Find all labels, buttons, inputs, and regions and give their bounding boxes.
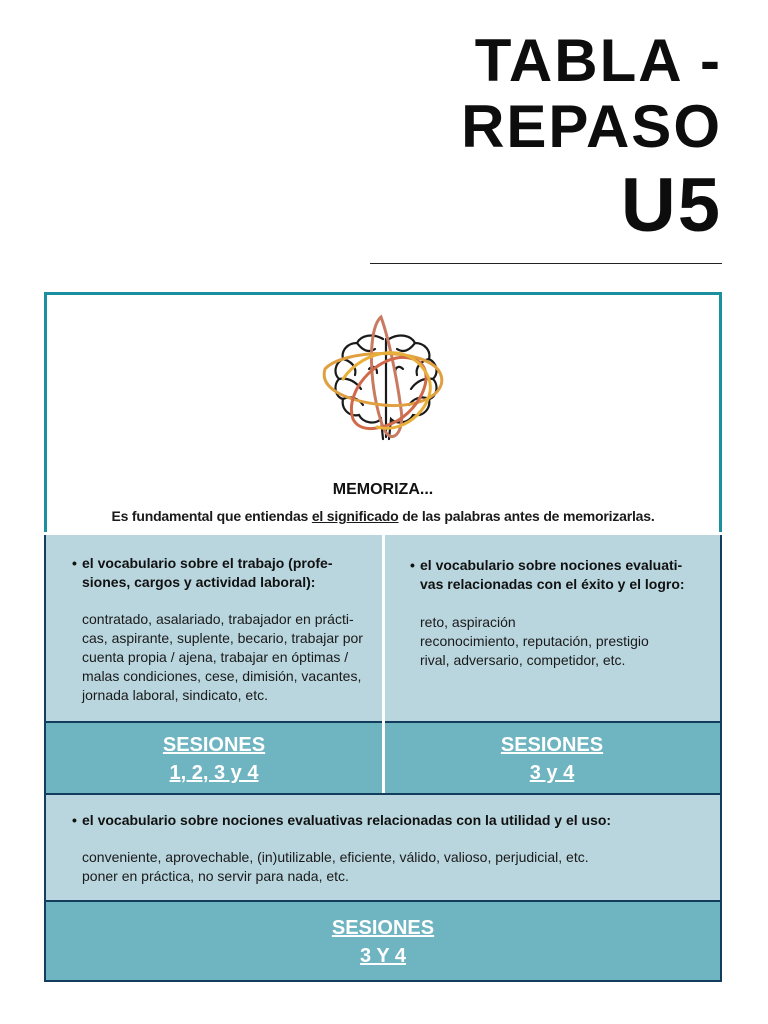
sessions-wide — [44, 900, 722, 982]
bullet-dot: • — [72, 812, 77, 828]
bullet-line-2: vas relacionadas con el éxito y el logro: — [420, 576, 685, 592]
utility-vocabulary-block — [44, 793, 722, 902]
title-line-1: TABLA - — [474, 27, 722, 94]
page-title — [461, 28, 722, 248]
title-line-3: U5 — [620, 163, 722, 248]
bullet-line-1: el vocabulario sobre nociones evaluativas relacionadas con la utilidad y el uso: — [82, 812, 612, 828]
lead-text-end: de las palabras antes de memorizarlas. — [398, 508, 655, 524]
list-line: poner en práctica, no servir para nada, etc. — [82, 868, 349, 884]
list-line: reconocimiento, reputación, prestigio — [420, 633, 649, 649]
success-vocabulary-list — [420, 613, 720, 670]
review-table — [44, 292, 722, 982]
lead-text-start: Es fundamental que entiendas — [111, 508, 312, 524]
sessions-label: SESIONES — [500, 734, 604, 756]
memoriza-panel — [44, 292, 722, 534]
list-line: malas condiciones, cese, dimisión, vacantes, — [82, 668, 362, 684]
column-divider — [382, 534, 385, 793]
list-line: rival, adversario, competidor, etc. — [420, 652, 626, 668]
bullet-dot: • — [72, 555, 77, 571]
list-line: cuenta propia / ajena, trabajar en óptimas / — [82, 649, 349, 665]
work-vocabulary-list — [82, 610, 382, 705]
list-line: cas, aspirante, suplente, becario, trabajar por — [82, 630, 363, 646]
list-line: conveniente, aprovechable, (in)utilizable, eficiente, válido, valioso, perjudicial, etc. — [82, 849, 589, 865]
memoriza-heading: MEMORIZA... — [332, 481, 434, 498]
list-line: contratado, asalariado, trabajador en prácti- — [82, 611, 354, 627]
brain-icon — [313, 309, 459, 453]
success-vocabulary-block — [382, 532, 722, 723]
sessions-label: SESIONES — [331, 917, 435, 939]
sessions-label: SESIONES — [162, 734, 266, 756]
success-vocabulary-bullet — [410, 556, 720, 594]
work-vocabulary-bullet — [72, 554, 377, 592]
sessions-numbers: 3 y 4 — [529, 762, 575, 784]
title-divider — [370, 263, 722, 264]
work-vocabulary-block — [44, 532, 384, 723]
sessions-right — [382, 721, 722, 795]
utility-vocabulary-list — [82, 848, 702, 886]
lead-text-underlined: el significado — [311, 508, 399, 524]
bullet-line-2: siones, cargos y actividad laboral): — [82, 574, 316, 590]
list-line: jornada laboral, sindicato, etc. — [82, 687, 268, 703]
list-line: reto, aspiración — [420, 614, 516, 630]
bullet-dot: • — [410, 557, 415, 573]
bullet-line-1: el vocabulario sobre nociones evaluati- — [420, 557, 683, 573]
sessions-numbers: 1, 2, 3 y 4 — [169, 762, 259, 784]
title-line-2: REPASO — [461, 93, 722, 160]
memoriza-lead — [47, 508, 719, 524]
sessions-numbers: 3 Y 4 — [360, 945, 406, 967]
bullet-line-1: el vocabulario sobre el trabajo (profe- — [82, 555, 333, 571]
row-divider-top — [44, 532, 722, 535]
utility-vocabulary-bullet — [72, 811, 702, 830]
sessions-left — [44, 721, 384, 795]
